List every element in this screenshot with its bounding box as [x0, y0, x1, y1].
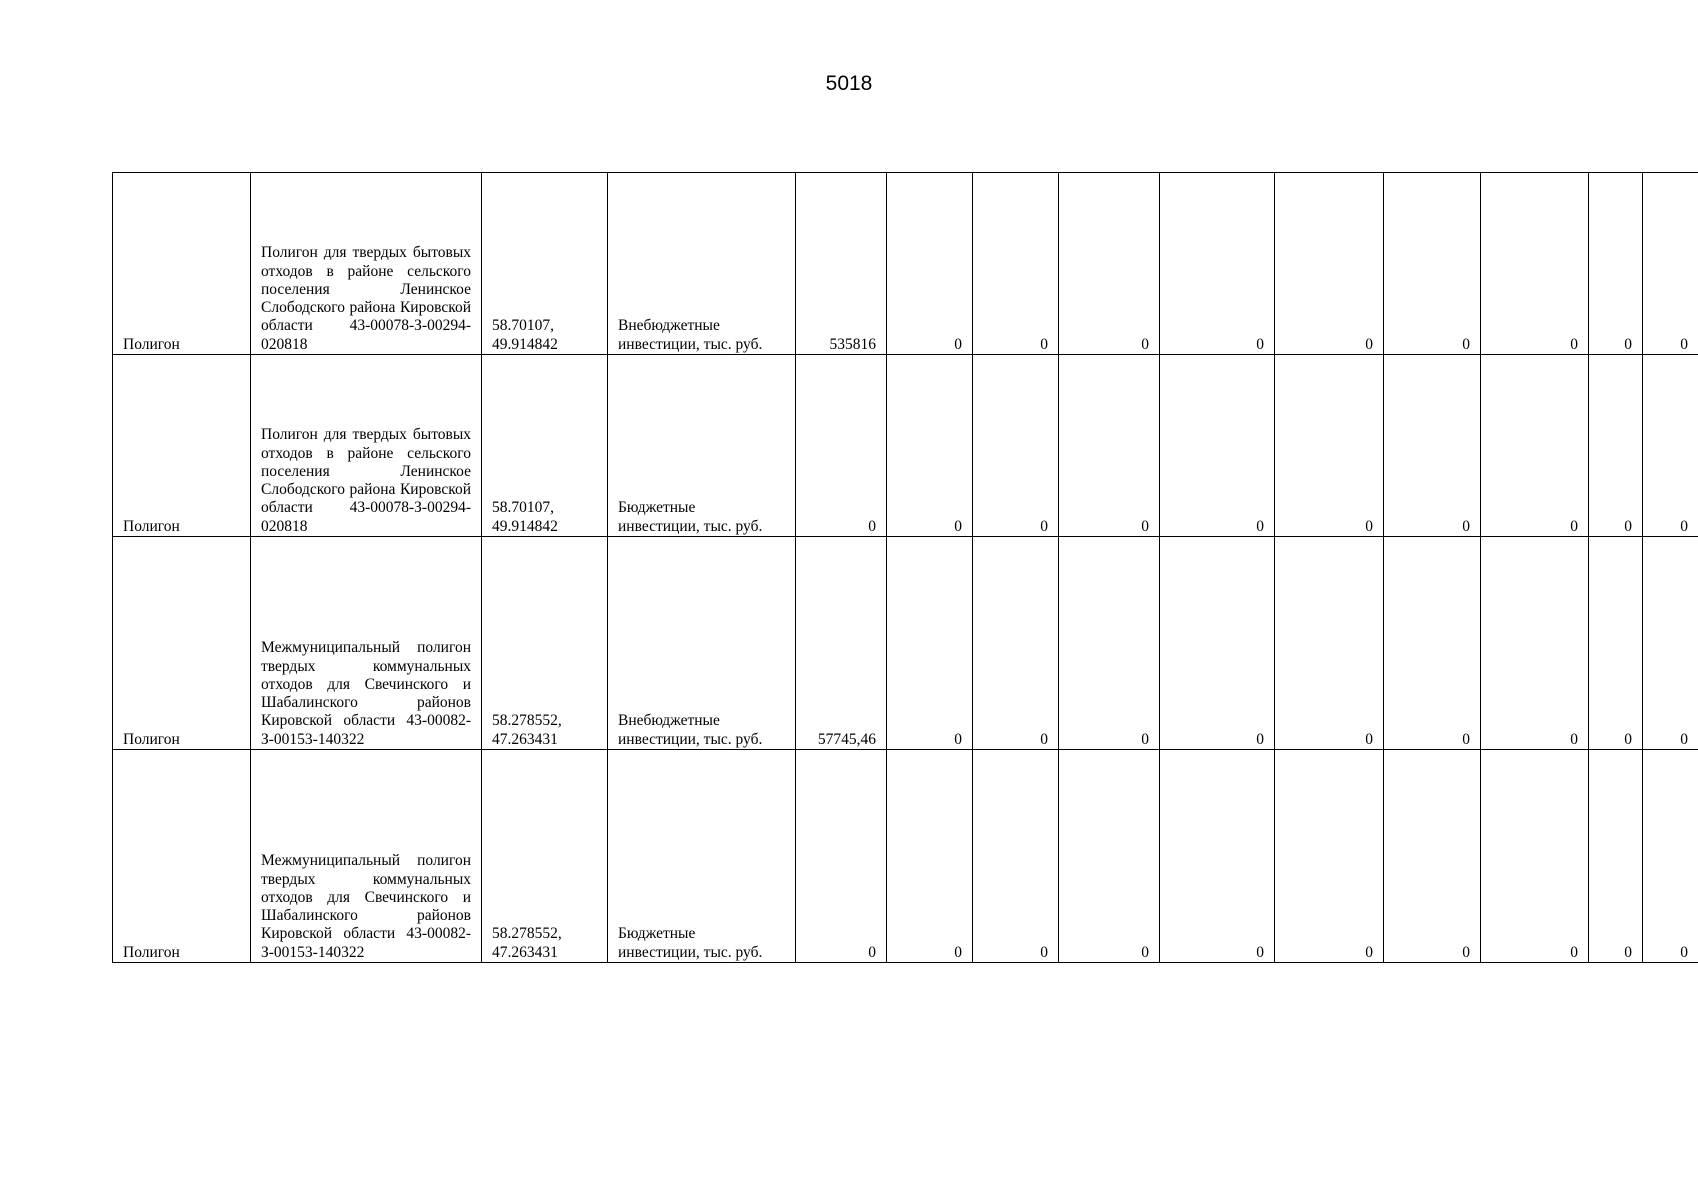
value-cell: 0: [1589, 355, 1643, 537]
value-cell: 0: [1160, 355, 1275, 537]
value-cell: 0: [1481, 537, 1589, 750]
object-description: Полигон для твердых бытовых отходов в районе сельского поселения Ленинское Слободского района Кировской области 43-00078-З-00294-020818: [261, 244, 471, 353]
value-cell: 0: [796, 355, 887, 537]
value-cell: 0: [1384, 537, 1481, 750]
value-cell: 0: [1384, 173, 1481, 355]
value-cell: 0: [1481, 355, 1589, 537]
value-cell: 0: [1160, 173, 1275, 355]
funding-source-line-1: Внебюджетные: [618, 712, 720, 730]
object-type-cell: Полигон: [113, 537, 251, 750]
value-cell: 0: [1160, 537, 1275, 750]
object-type-cell: Полигон: [113, 173, 251, 355]
funding-source-line-1: Внебюджетные: [618, 317, 720, 335]
value-cell: 0: [1275, 750, 1384, 963]
longitude: 47.263431: [492, 730, 558, 748]
funding-source-cell: [608, 537, 796, 750]
object-description-cell: [251, 537, 482, 750]
funding-source-line-2: инвестиции, тыс. руб.: [618, 517, 763, 535]
object-description-cell: [251, 355, 482, 537]
value-cell: 0: [1589, 537, 1643, 750]
table-row: [113, 173, 1698, 355]
value-cell: 0: [1481, 173, 1589, 355]
value-cell: 0: [1589, 173, 1643, 355]
object-description: Полигон для твердых бытовых отходов в районе сельского поселения Ленинское Слободского района Кировской области 43-00078-З-00294-020818: [261, 426, 471, 535]
value-cell: 0: [1059, 750, 1160, 963]
table-row: [113, 537, 1698, 750]
value-cell: 0: [1643, 173, 1698, 355]
coordinates-cell: [482, 750, 608, 963]
object-description: Межмуниципальный полигон твердых коммунальных отходов для Свечинского и Шабалинского районов Кировской области 43-00082-З-00153-140322: [261, 639, 471, 748]
value-cell: 0: [1160, 750, 1275, 963]
value-cell: 0: [1643, 355, 1698, 537]
coordinates-cell: [482, 355, 608, 537]
object-description-cell: [251, 173, 482, 355]
value-cell: 0: [1643, 750, 1698, 963]
latitude: 58.70107,: [492, 499, 554, 517]
value-cell: 0: [1643, 537, 1698, 750]
latitude: 58.278552,: [492, 712, 562, 730]
value-cell: 535816: [796, 173, 887, 355]
object-type-cell: Полигон: [113, 355, 251, 537]
funding-source-line-1: Бюджетные: [618, 499, 696, 517]
value-cell: 0: [1384, 750, 1481, 963]
value-cell: 0: [1275, 537, 1384, 750]
value-cell: 0: [1384, 355, 1481, 537]
funding-source-line-2: инвестиции, тыс. руб.: [618, 943, 763, 961]
longitude: 49.914842: [492, 335, 558, 353]
value-cell: 0: [1589, 750, 1643, 963]
longitude: 47.263431: [492, 943, 558, 961]
value-cell: 0: [796, 750, 887, 963]
funding-source-cell: [608, 355, 796, 537]
funding-source-line-2: инвестиции, тыс. руб.: [618, 730, 763, 748]
value-cell: 57745,46: [796, 537, 887, 750]
investment-table: [112, 172, 1698, 963]
value-cell: 0: [887, 537, 973, 750]
value-cell: 0: [1275, 355, 1384, 537]
object-description-cell: [251, 750, 482, 963]
value-cell: 0: [973, 537, 1059, 750]
value-cell: 0: [973, 173, 1059, 355]
table-row: [113, 750, 1698, 963]
coordinates-cell: [482, 537, 608, 750]
value-cell: 0: [1059, 173, 1160, 355]
value-cell: 0: [887, 750, 973, 963]
longitude: 49.914842: [492, 517, 558, 535]
funding-source-cell: [608, 173, 796, 355]
funding-source-line-2: инвестиции, тыс. руб.: [618, 335, 763, 353]
funding-source-cell: [608, 750, 796, 963]
page-number: 5018: [825, 72, 873, 95]
latitude: 58.70107,: [492, 317, 554, 335]
coordinates-cell: [482, 173, 608, 355]
table-row: [113, 355, 1698, 537]
value-cell: 0: [1059, 355, 1160, 537]
value-cell: 0: [973, 355, 1059, 537]
value-cell: 0: [1275, 173, 1384, 355]
value-cell: 0: [887, 355, 973, 537]
object-description: Межмуниципальный полигон твердых коммунальных отходов для Свечинского и Шабалинского районов Кировской области 43-00082-З-00153-140322: [261, 852, 471, 961]
value-cell: 0: [1481, 750, 1589, 963]
value-cell: 0: [887, 173, 973, 355]
latitude: 58.278552,: [492, 925, 562, 943]
value-cell: 0: [973, 750, 1059, 963]
funding-source-line-1: Бюджетные: [618, 925, 696, 943]
value-cell: 0: [1059, 537, 1160, 750]
object-type-cell: Полигон: [113, 750, 251, 963]
